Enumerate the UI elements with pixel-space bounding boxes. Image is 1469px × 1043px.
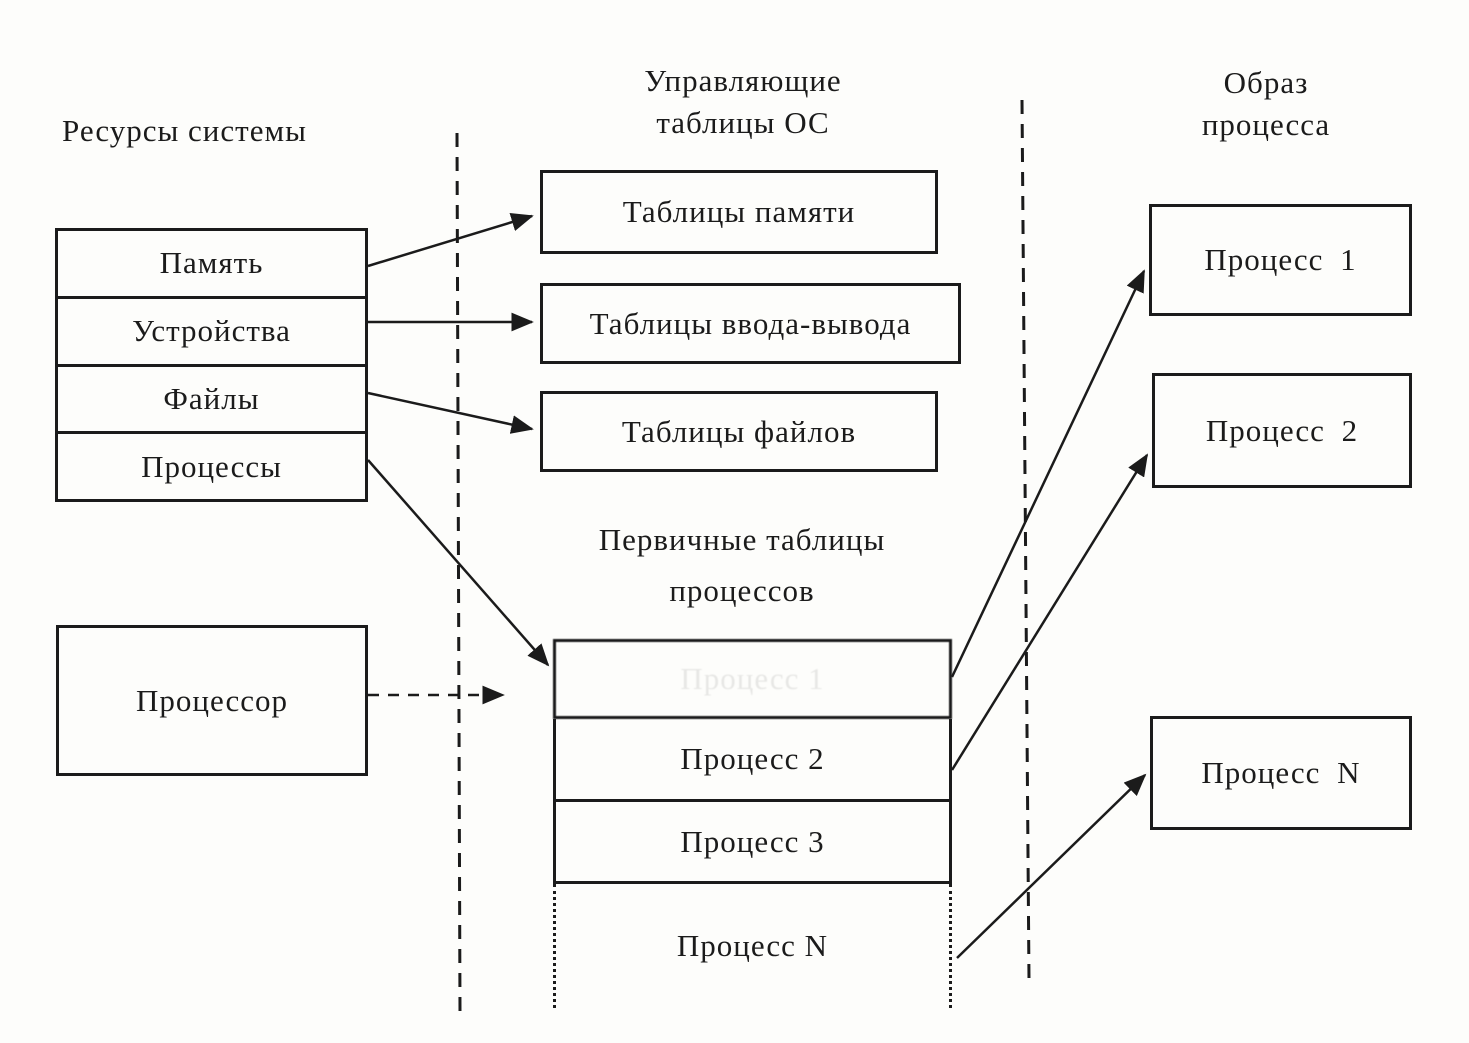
primary-tables-header-line1: Первичные таблицы [598,522,886,557]
process-image-label-1: Процесс 1 [1204,242,1357,277]
primary-tables-header-line2: процессов [669,573,815,609]
resource-label-processes: Процессы [141,448,282,484]
io-tables-label: Таблицы ввода-вывода [589,305,912,341]
os-tables-header-line1: Управляющие [644,63,842,98]
os-tables-column-header [543,60,943,144]
process-image-label-2: Процесс 2 [1205,412,1359,448]
process-image-label-n: Процесс N [1201,755,1361,790]
primary-tables-header [542,514,942,616]
arrow-files-to-file-tables [368,393,532,429]
process-table-label-1: Процесс 1 [680,661,825,696]
dashed-separator-left [457,133,460,1013]
process-image-header-line1: Образ [1223,65,1309,100]
process-table-row-1 [553,639,952,719]
primary-process-table [553,639,952,1008]
resource-label-devices: Устройства [132,313,291,349]
process-image-box-n [1150,716,1412,830]
processor-label: Процессор [135,682,289,718]
dashed-separator-right [1022,100,1029,980]
process-table-row-2 [553,719,952,802]
processor-box [56,625,368,776]
process-table-row-n [553,884,952,1008]
os-tables-header-line2: таблицы ОС [656,104,830,140]
resource-row-files [58,364,365,432]
process-image-column-header [1116,62,1416,146]
resources-column-header: Ресурсы системы [62,113,307,148]
memory-tables-label: Таблицы памяти [622,194,856,229]
resource-row-memory [58,231,365,296]
arrow-rown-to-process-image-n [957,775,1145,958]
arrow-processes-to-process-table [368,460,548,665]
arrow-memory-to-memory-tables [368,216,532,266]
arrow-row1-to-process-image-1 [952,271,1144,677]
resource-row-devices [58,296,365,364]
process-table-label-2: Процесс 2 [680,741,825,776]
memory-tables-box [540,170,938,254]
io-tables-box [540,283,961,364]
process-table-label-n: Процесс N [676,928,829,963]
resource-label-files: Файлы [163,380,260,416]
file-tables-label: Таблицы файлов [621,413,857,449]
process-image-box-1 [1149,204,1412,316]
arrow-row2-to-process-image-2 [952,455,1147,770]
process-table-row-3 [553,802,952,884]
system-resources-stack [55,228,368,502]
resource-row-processes [58,431,365,499]
file-tables-box [540,391,938,472]
process-image-header-line2: процесса [1201,106,1331,142]
resource-label-memory: Память [159,245,264,281]
process-image-box-2 [1152,373,1412,488]
process-table-label-3: Процесс 3 [680,823,825,859]
